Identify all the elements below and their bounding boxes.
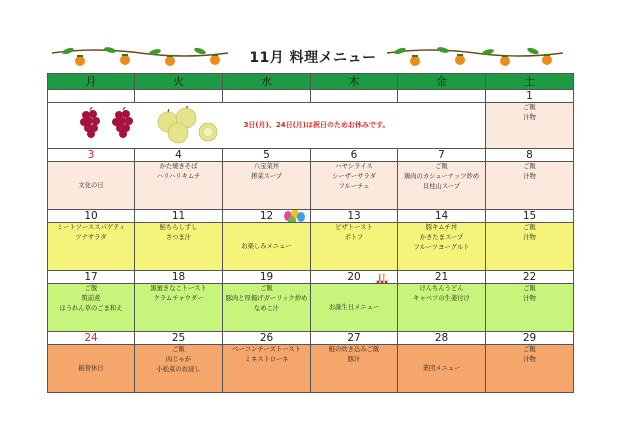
date-cell: 3	[48, 149, 135, 162]
week3-menu-row	[48, 223, 574, 271]
menu-cell: ご飯 肉じゃが 小松菜のお浸し	[135, 345, 223, 393]
week5-menu-row	[48, 345, 574, 393]
menu-cell: ご飯 汁物	[486, 162, 574, 210]
menu-cell: 振替休日	[48, 345, 135, 393]
menu-cell: 文化の日	[48, 162, 135, 210]
menu-cell: ご飯 汁物	[486, 223, 574, 271]
weekday-fri: 金	[398, 74, 486, 90]
date-cell: 26	[223, 332, 311, 345]
date-cell: 7	[398, 149, 486, 162]
date-cell: 18	[135, 271, 223, 284]
menu-cell: ベーコンチーズトースト ミネストローネ	[223, 345, 311, 393]
date-cell: 10	[48, 210, 135, 223]
date-cell: 6	[311, 149, 398, 162]
menu-cell: 八宝菜丼 搾菜スープ	[223, 162, 311, 210]
menu-cell: ご飯 豚肉と厚揚げガーリック炒め なめこ汁	[223, 284, 311, 332]
weekday-tue: 火	[135, 74, 223, 90]
week5-date-row	[48, 332, 574, 345]
date-cell: 8	[486, 149, 574, 162]
weekday-sat: 土	[486, 74, 574, 90]
menu-cell: ご飯 汁物	[486, 103, 574, 149]
page-title: 11月 料理メニュー	[249, 50, 377, 66]
persimmon-garland-left-icon	[50, 45, 230, 71]
weekday-wed: 水	[223, 74, 311, 90]
date-cell: 11	[135, 210, 223, 223]
menu-cell: ご飯 鶏肉のカシューナッツ炒め 貝柱山スープ	[398, 162, 486, 210]
menu-cell: 鮭の炊き込みご飯 豚汁	[311, 345, 398, 393]
date-cell: 12	[223, 210, 311, 223]
menu-cell: ご飯 筑前煮 ほうれん草のごま和え	[48, 284, 135, 332]
date-cell: 19	[223, 271, 311, 284]
menu-cell: けんちんうどん キャベツの生姜付け	[398, 284, 486, 332]
date-cell: 21	[398, 271, 486, 284]
menu-cell: お楽しみメニュー	[223, 223, 311, 271]
week3-date-row	[48, 210, 574, 223]
date-cell: 4	[135, 149, 223, 162]
date-cell: 17	[48, 271, 135, 284]
menu-cell: 黒蜜きなこトースト クラムチャウダー	[135, 284, 223, 332]
date-cell: 13	[311, 210, 398, 223]
date-cell: 29	[486, 332, 574, 345]
week4-date-row	[48, 271, 574, 284]
menu-cell: 業団メニュー	[398, 345, 486, 393]
holiday-notice: 3日(月)、24日(月)は祝日のためお休みです。	[243, 121, 390, 129]
date-cell: 22	[486, 271, 574, 284]
pear-icon	[156, 106, 221, 144]
menu-calendar	[47, 73, 574, 393]
date-cell: 27	[311, 332, 398, 345]
week1-date-row	[48, 90, 574, 103]
grapes-icon	[78, 107, 140, 143]
date-cell: 28	[398, 332, 486, 345]
week4-menu-row	[48, 284, 574, 332]
date-cell: 5	[223, 149, 311, 162]
week1-menu-row	[48, 103, 574, 149]
menu-cell: ピザトースト ポトフ	[311, 223, 398, 271]
date-cell: 25	[135, 332, 223, 345]
menu-cell: ご飯 汁物	[486, 345, 574, 393]
menu-cell: かた焼きそば ハリハリキムチ	[135, 162, 223, 210]
week2-menu-row	[48, 162, 574, 210]
weekday-mon: 月	[48, 74, 135, 90]
menu-cell: ハヤシライス シーザーサラダ フルーチェ	[311, 162, 398, 210]
menu-cell: ミートソーススパゲティ ツナサラダ	[48, 223, 135, 271]
menu-cell: 鮭ちらしずし さつま汁	[135, 223, 223, 271]
date-cell: 1	[486, 90, 574, 103]
date-cell: 15	[486, 210, 574, 223]
date-cell: 24	[48, 332, 135, 345]
title-bar	[0, 45, 620, 71]
menu-cell: お誕生日メニュー	[311, 284, 398, 332]
balloons-icon	[281, 210, 307, 223]
weekday-thu: 木	[311, 74, 398, 90]
menu-cell: ご飯 汁物	[486, 284, 574, 332]
birthday-cake-icon	[371, 271, 393, 284]
persimmon-garland-right-icon	[385, 45, 565, 71]
week2-date-row	[48, 149, 574, 162]
weekday-header-row	[48, 74, 574, 90]
date-cell: 14	[398, 210, 486, 223]
menu-cell: 豚キムチ丼 かきたまスープ フルーツヨーグルト	[398, 223, 486, 271]
notice-cell	[48, 103, 486, 149]
date-cell: 20	[311, 271, 398, 284]
